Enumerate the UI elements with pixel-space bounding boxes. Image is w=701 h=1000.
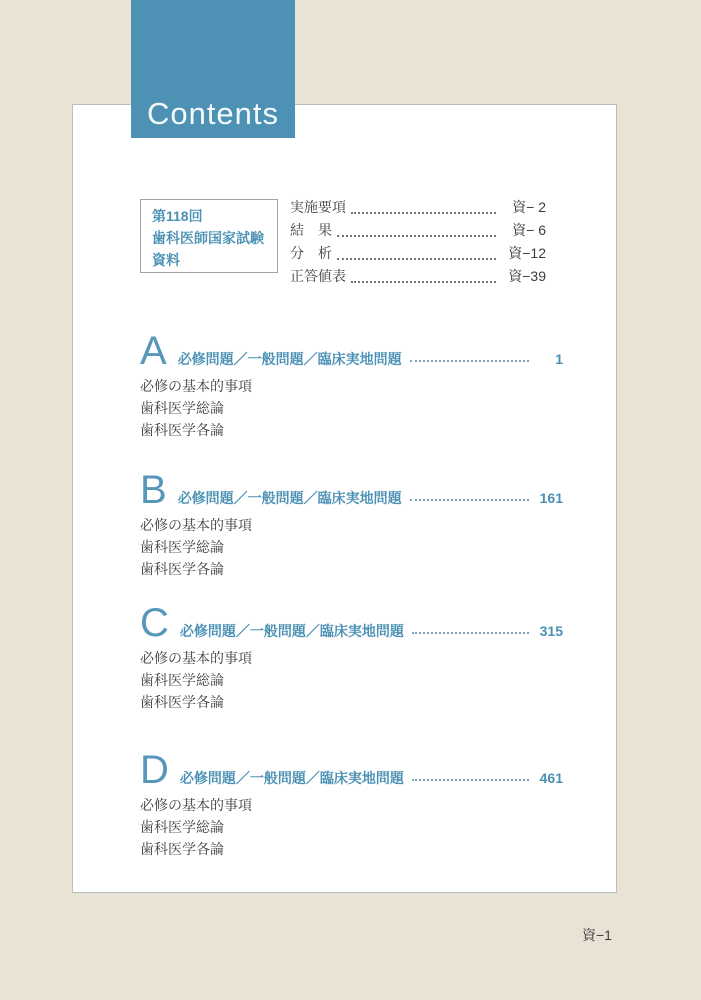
exam-info-line-1: 第118回: [152, 208, 203, 224]
toc-entry-label: 正答値表: [290, 268, 346, 284]
exam-info-box: [140, 199, 278, 273]
subitem: 歯科医学総論: [140, 400, 224, 416]
section-letter: A: [140, 329, 167, 373]
toc-entry: [290, 243, 546, 266]
subitem: 歯科医学総論: [140, 672, 224, 688]
toc-entry-page: 資− 6: [512, 222, 546, 238]
subitem: 歯科医学各論: [140, 841, 224, 857]
section-d: [140, 750, 563, 860]
section-letter: B: [140, 468, 167, 512]
section-letter: D: [140, 748, 169, 792]
subitem: 歯科医学各論: [140, 422, 224, 438]
subitem: 必修の基本的事項: [140, 650, 252, 666]
section-subitems: [140, 794, 563, 860]
section-letter: C: [140, 601, 169, 645]
dot-leader: [351, 212, 496, 214]
footer-page-number: 資−1: [582, 927, 612, 943]
section-title: 必修問題／一般問題／臨床実地問題: [179, 623, 404, 639]
dot-leader: [337, 235, 496, 237]
section-subitems: [140, 514, 563, 580]
section-page: 461: [539, 770, 563, 786]
toc-entry-label: 分 析: [290, 245, 332, 261]
toc-entry-page: 資−39: [508, 268, 546, 284]
dot-leader: [351, 281, 496, 283]
page-title: Contents: [146, 96, 280, 131]
dot-leader: [412, 632, 529, 634]
toc-entry: [290, 266, 546, 289]
section-subitems: [140, 375, 563, 441]
section-c-heading: [140, 603, 563, 643]
subitem: 歯科医学総論: [140, 539, 224, 555]
subitem: 歯科医学各論: [140, 694, 224, 710]
subitem: 必修の基本的事項: [140, 797, 252, 813]
dot-leader: [410, 499, 529, 501]
section-title: 必修問題／一般問題／臨床実地問題: [177, 351, 402, 367]
section-title: 必修問題／一般問題／臨床実地問題: [177, 490, 402, 506]
resource-toc-list: [290, 197, 546, 289]
section-c: [140, 603, 563, 713]
section-a: [140, 331, 563, 441]
exam-info-line-3: 資料: [152, 252, 180, 268]
dot-leader: [410, 360, 529, 362]
toc-entry-page: 資− 2: [512, 199, 546, 215]
subitem: 必修の基本的事項: [140, 517, 252, 533]
section-a-heading: [140, 331, 563, 371]
section-b: [140, 470, 563, 580]
dot-leader: [337, 258, 496, 260]
section-subitems: [140, 647, 563, 713]
toc-entry-label: 実施要項: [290, 199, 346, 215]
subitem: 必修の基本的事項: [140, 378, 252, 394]
toc-entry: [290, 220, 546, 243]
section-b-heading: [140, 470, 563, 510]
toc-entry: [290, 197, 546, 220]
toc-entry-label: 結 果: [290, 222, 332, 238]
section-d-heading: [140, 750, 563, 790]
section-title: 必修問題／一般問題／臨床実地問題: [179, 770, 404, 786]
contents-title-box: [131, 0, 295, 138]
section-page: 161: [539, 490, 563, 506]
dot-leader: [412, 779, 529, 781]
subitem: 歯科医学総論: [140, 819, 224, 835]
toc-entry-page: 資−12: [508, 245, 546, 261]
exam-info-line-2: 歯科医師国家試験: [152, 230, 264, 246]
section-page: 1: [555, 351, 563, 367]
section-page: 315: [539, 623, 563, 639]
subitem: 歯科医学各論: [140, 561, 224, 577]
